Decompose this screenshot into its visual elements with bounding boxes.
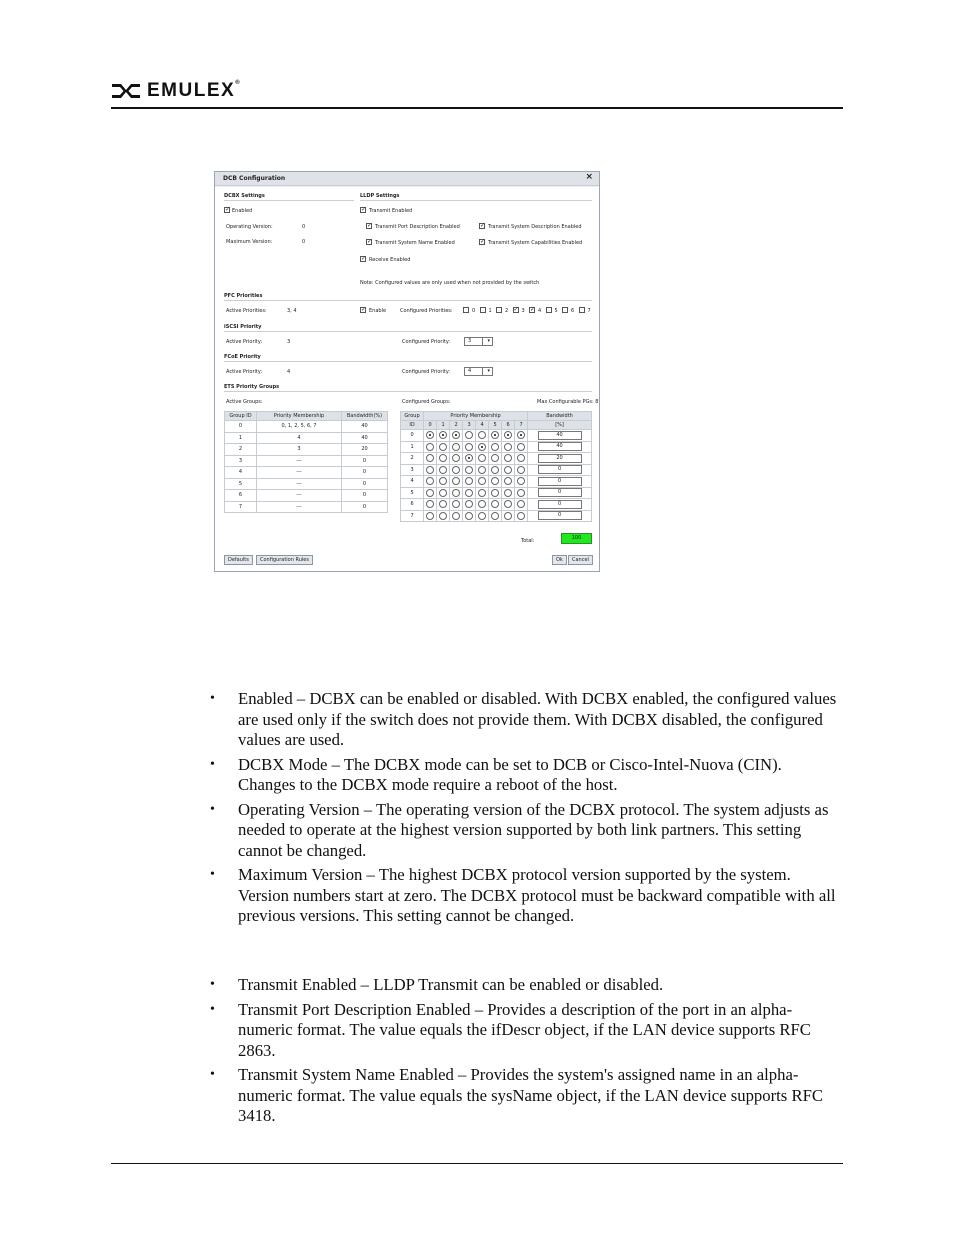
pfc-enable-label: Enable bbox=[369, 308, 387, 314]
fcoe-configured-label: Configured Priority: bbox=[402, 369, 451, 375]
priority-radio[interactable] bbox=[426, 489, 434, 497]
group-id: 6 bbox=[401, 499, 424, 511]
priority-cell bbox=[502, 453, 515, 465]
priority-cell bbox=[489, 464, 502, 476]
pfc-priority-checkbox[interactable] bbox=[546, 307, 552, 313]
priority-cell bbox=[437, 441, 450, 453]
pfc-priority-label: 1 bbox=[488, 308, 492, 314]
priority-cell bbox=[437, 487, 450, 499]
priority-radio[interactable] bbox=[478, 466, 486, 474]
priority-radio[interactable] bbox=[465, 477, 473, 485]
priority-radio[interactable] bbox=[452, 454, 460, 462]
priority-radio[interactable] bbox=[491, 500, 499, 508]
priority-radio[interactable] bbox=[465, 431, 473, 439]
priority-radio[interactable] bbox=[478, 500, 486, 508]
priority-cell bbox=[515, 453, 528, 465]
group-id: 5 bbox=[401, 487, 424, 499]
priority-cell bbox=[437, 464, 450, 476]
priority-cell bbox=[424, 499, 437, 511]
priority-cell bbox=[515, 430, 528, 442]
priority-cell bbox=[476, 430, 489, 442]
priority-cell bbox=[515, 499, 528, 511]
fcoe-active-value: 4 bbox=[287, 369, 291, 375]
priority-radio[interactable] bbox=[452, 466, 460, 474]
priority-cell bbox=[515, 464, 528, 476]
cfg-header-id: ID bbox=[401, 421, 424, 430]
table-row bbox=[225, 490, 388, 502]
group-id: 1 bbox=[401, 441, 424, 453]
bandwidth-cell bbox=[528, 499, 592, 511]
cfg-header-bandwidth: Bandwidth bbox=[528, 412, 592, 421]
priority-cell bbox=[515, 510, 528, 522]
configuration-rules-button[interactable]: Configuration Rules bbox=[256, 555, 313, 565]
fcoe-section-title: FCoE Priority bbox=[224, 354, 261, 360]
pfc-active-value: 3, 4 bbox=[287, 308, 297, 314]
table-cell: 4 bbox=[257, 432, 342, 444]
table-row bbox=[401, 464, 592, 476]
table-row bbox=[225, 467, 388, 479]
priority-radio[interactable] bbox=[504, 489, 512, 497]
priority-cell bbox=[489, 441, 502, 453]
dcbx-enabled-label: Enabled bbox=[232, 208, 253, 214]
bandwidth-input[interactable]: 0 bbox=[538, 465, 582, 474]
iscsi-priority-select[interactable]: 3 ▾ bbox=[464, 337, 493, 346]
priority-radio[interactable] bbox=[504, 454, 512, 462]
priority-cell bbox=[476, 441, 489, 453]
table-row bbox=[225, 455, 388, 467]
configured-groups-table bbox=[400, 411, 592, 522]
cancel-button[interactable]: Cancel bbox=[568, 555, 593, 565]
priority-radio[interactable] bbox=[465, 500, 473, 508]
table-cell: 6 bbox=[225, 490, 257, 502]
dcbx-settings-list bbox=[238, 689, 843, 931]
bandwidth-input[interactable]: 40 bbox=[538, 431, 582, 440]
priority-radio[interactable] bbox=[478, 489, 486, 497]
table-cell: 2 bbox=[225, 444, 257, 456]
divider bbox=[360, 200, 592, 201]
priority-radio[interactable] bbox=[452, 443, 460, 451]
bandwidth-cell bbox=[528, 487, 592, 499]
table-cell: --- bbox=[257, 490, 342, 502]
port-description-checkbox[interactable]: ✓ bbox=[367, 222, 373, 229]
brand-name: EMULEX® bbox=[147, 80, 242, 101]
priority-radio[interactable] bbox=[504, 466, 512, 474]
priority-cell bbox=[476, 453, 489, 465]
pfc-priority-checkbox[interactable]: ✓ bbox=[513, 306, 519, 313]
bandwidth-input[interactable]: 40 bbox=[538, 442, 582, 451]
bandwidth-cell bbox=[528, 441, 592, 453]
table-row bbox=[401, 476, 592, 488]
close-icon[interactable]: × bbox=[585, 172, 593, 182]
priority-radio[interactable] bbox=[504, 512, 512, 520]
priority-cell bbox=[450, 476, 463, 488]
priority-cell bbox=[450, 453, 463, 465]
priority-cell bbox=[463, 510, 476, 522]
priority-radio[interactable] bbox=[517, 500, 525, 508]
priority-radio[interactable] bbox=[517, 512, 525, 520]
lldp-transmit-enabled-label: Transmit Enabled bbox=[369, 208, 413, 214]
cfg-header-pct: [%] bbox=[528, 421, 592, 430]
priority-radio[interactable] bbox=[491, 512, 499, 520]
table-row bbox=[225, 478, 388, 490]
priority-cell bbox=[476, 464, 489, 476]
group-id: 4 bbox=[401, 476, 424, 488]
bandwidth-cell bbox=[528, 476, 592, 488]
list-item: • Transmit System Name Enabled – Provides the system's assigned name in an alpha-numeric format. The value equals the sysName object, if the LAN device supports RFC 3418. bbox=[238, 1065, 843, 1127]
table-row bbox=[401, 441, 592, 453]
pfc-priority-label: 2 bbox=[505, 308, 509, 314]
table-cell: 5 bbox=[225, 478, 257, 490]
pfc-priority-label: 5 bbox=[554, 308, 558, 314]
system-name-label: Transmit System Name Enabled bbox=[375, 240, 455, 246]
priority-radio[interactable] bbox=[439, 489, 447, 497]
ets-active-label: Active Groups: bbox=[226, 399, 263, 405]
priority-radio[interactable] bbox=[491, 431, 499, 439]
priority-radio[interactable] bbox=[452, 500, 460, 508]
priority-cell bbox=[463, 453, 476, 465]
table-cell: 1 bbox=[225, 432, 257, 444]
pfc-priority-label: 0 bbox=[472, 308, 476, 314]
priority-radio[interactable] bbox=[452, 431, 460, 439]
bandwidth-cell bbox=[528, 464, 592, 476]
pfc-configured-label: Configured Priorities: bbox=[400, 308, 453, 314]
priority-radio[interactable] bbox=[452, 489, 460, 497]
lldp-transmit-enabled-checkbox[interactable]: ✓ bbox=[361, 206, 367, 213]
group-id: 2 bbox=[401, 453, 424, 465]
priority-radio[interactable] bbox=[426, 477, 434, 485]
priority-cell bbox=[515, 441, 528, 453]
priority-cell bbox=[476, 476, 489, 488]
priority-radio[interactable] bbox=[517, 443, 525, 451]
priority-cell bbox=[437, 430, 450, 442]
priority-cell bbox=[424, 464, 437, 476]
system-capabilities-label: Transmit System Capabilities Enabled bbox=[488, 240, 583, 246]
table-row bbox=[225, 501, 388, 513]
group-id: 7 bbox=[401, 510, 424, 522]
pfc-section-title: PFC Priorities bbox=[224, 293, 263, 299]
receive-enabled-checkbox[interactable]: ✓ bbox=[361, 255, 367, 262]
emulex-logo bbox=[111, 80, 241, 102]
dcbx-section-title: DCBX Settings bbox=[224, 193, 265, 199]
priority-radio[interactable] bbox=[439, 512, 447, 520]
cfg-priority-column: 1 bbox=[437, 421, 450, 430]
priority-radio[interactable] bbox=[478, 454, 486, 462]
priority-cell bbox=[502, 441, 515, 453]
ets-section-title: ETS Priority Groups bbox=[224, 384, 280, 390]
priority-radio[interactable] bbox=[478, 512, 486, 520]
trademark: ® bbox=[235, 80, 242, 86]
table-cell: 3 bbox=[225, 455, 257, 467]
priority-radio[interactable] bbox=[426, 500, 434, 508]
bandwidth-input[interactable]: 20 bbox=[538, 454, 582, 463]
priority-radio[interactable] bbox=[465, 466, 473, 474]
priority-cell bbox=[463, 499, 476, 511]
table-cell: 7 bbox=[225, 501, 257, 513]
system-capabilities-checkbox[interactable]: ✓ bbox=[480, 238, 486, 245]
pfc-priority-label: 3 bbox=[521, 308, 525, 314]
bandwidth-cell bbox=[528, 430, 592, 442]
table-cell: 20 bbox=[342, 444, 388, 456]
pfc-active-label: Active Priorities: bbox=[226, 308, 267, 314]
priority-cell bbox=[463, 487, 476, 499]
iscsi-configured-label: Configured Priority: bbox=[402, 339, 451, 345]
list-item: • Maximum Version – The highest DCBX protocol version supported by the system. Version numbers start at zero. The DCBX protocol must be backward compatible with all previous versions. This setting cannot be changed. bbox=[238, 865, 843, 927]
priority-radio[interactable] bbox=[504, 477, 512, 485]
ets-max-pgs: Max Configurable PGs: 8 bbox=[537, 399, 599, 405]
priority-radio[interactable] bbox=[426, 443, 434, 451]
priority-radio[interactable] bbox=[439, 466, 447, 474]
table-row bbox=[401, 453, 592, 465]
table-row bbox=[401, 510, 592, 522]
iscsi-active-value: 3 bbox=[287, 339, 291, 345]
priority-radio[interactable] bbox=[439, 443, 447, 451]
priority-radio[interactable] bbox=[491, 477, 499, 485]
port-description-label: Transmit Port Description Enabled bbox=[375, 224, 460, 230]
priority-radio[interactable] bbox=[491, 489, 499, 497]
priority-cell bbox=[502, 476, 515, 488]
dcb-configuration-dialog bbox=[214, 171, 600, 572]
operating-version-value: 0 bbox=[302, 224, 306, 230]
priority-cell bbox=[489, 499, 502, 511]
cfg-priority-column: 3 bbox=[463, 421, 476, 430]
maximum-version-value: 0 bbox=[302, 239, 306, 245]
priority-radio[interactable] bbox=[426, 466, 434, 474]
active-header: Group ID bbox=[225, 412, 257, 421]
cfg-priority-column: 2 bbox=[450, 421, 463, 430]
table-cell: 0 bbox=[342, 501, 388, 513]
active-header: Priority Membership bbox=[257, 412, 342, 421]
cfg-priority-column: 7 bbox=[515, 421, 528, 430]
fcoe-active-label: Active Priority: bbox=[226, 369, 263, 375]
priority-cell bbox=[437, 499, 450, 511]
table-row bbox=[225, 421, 388, 433]
priority-radio[interactable] bbox=[439, 454, 447, 462]
priority-cell bbox=[489, 430, 502, 442]
lldp-note: Note: Configured values are only used when not provided by the switch bbox=[360, 280, 540, 286]
table-cell: 40 bbox=[342, 432, 388, 444]
table-cell: 3 bbox=[257, 444, 342, 456]
ok-button[interactable]: Ok bbox=[552, 555, 567, 565]
priority-cell bbox=[515, 476, 528, 488]
priority-cell bbox=[424, 510, 437, 522]
priority-radio[interactable] bbox=[452, 512, 460, 520]
priority-cell bbox=[463, 464, 476, 476]
active-groups-table bbox=[224, 411, 388, 513]
priority-cell bbox=[489, 487, 502, 499]
list-item: • Transmit Enabled – LLDP Transmit can be enabled or disabled. bbox=[238, 975, 843, 996]
bandwidth-input[interactable]: 0 bbox=[538, 488, 582, 497]
priority-radio[interactable] bbox=[517, 477, 525, 485]
priority-cell bbox=[450, 510, 463, 522]
header-rule bbox=[111, 107, 843, 109]
priority-radio[interactable] bbox=[478, 477, 486, 485]
priority-cell bbox=[437, 476, 450, 488]
system-description-checkbox[interactable]: ✓ bbox=[480, 222, 486, 229]
priority-radio[interactable] bbox=[465, 454, 473, 462]
priority-cell bbox=[424, 476, 437, 488]
bandwidth-input[interactable]: 0 bbox=[538, 511, 582, 520]
bandwidth-input[interactable]: 0 bbox=[538, 477, 582, 486]
table-row bbox=[401, 487, 592, 499]
priority-radio[interactable] bbox=[504, 443, 512, 451]
maximum-version-label: Maximum Version: bbox=[226, 239, 273, 245]
table-row bbox=[225, 432, 388, 444]
priority-radio[interactable] bbox=[517, 431, 525, 439]
operating-version-label: Operating Version: bbox=[226, 224, 273, 230]
system-description-label: Transmit System Description Enabled bbox=[488, 224, 582, 230]
receive-enabled-label: Receive Enabled bbox=[369, 257, 411, 263]
pfc-priority-checkbox[interactable]: ✓ bbox=[530, 306, 536, 313]
table-row bbox=[401, 499, 592, 511]
table-cell: --- bbox=[257, 467, 342, 479]
lldp-settings-list bbox=[238, 975, 843, 1131]
priority-cell bbox=[424, 487, 437, 499]
priority-radio[interactable] bbox=[452, 477, 460, 485]
priority-cell bbox=[489, 476, 502, 488]
cfg-header-group: Group bbox=[401, 412, 424, 421]
table-cell: --- bbox=[257, 501, 342, 513]
priority-radio[interactable] bbox=[478, 431, 486, 439]
table-cell: --- bbox=[257, 478, 342, 490]
group-id: 3 bbox=[401, 464, 424, 476]
defaults-button[interactable]: Defaults bbox=[224, 555, 253, 565]
group-id: 0 bbox=[401, 430, 424, 442]
lldp-section-title: LLDP Settings bbox=[360, 193, 400, 199]
priority-radio[interactable] bbox=[491, 454, 499, 462]
priority-radio[interactable] bbox=[465, 489, 473, 497]
priority-cell bbox=[476, 499, 489, 511]
dialog-title: DCB Configuration bbox=[223, 175, 286, 182]
priority-radio[interactable] bbox=[426, 454, 434, 462]
table-cell: 0 bbox=[342, 478, 388, 490]
active-header: Bandwidth(%) bbox=[342, 412, 388, 421]
table-cell: 0, 1, 2, 5, 6, 7 bbox=[257, 421, 342, 433]
cfg-priority-column: 5 bbox=[489, 421, 502, 430]
pfc-priority-checkbox[interactable] bbox=[496, 307, 502, 313]
priority-cell bbox=[476, 510, 489, 522]
priority-radio[interactable] bbox=[465, 443, 473, 451]
divider bbox=[224, 331, 592, 332]
priority-radio[interactable] bbox=[491, 466, 499, 474]
table-cell: 0 bbox=[342, 490, 388, 502]
divider bbox=[224, 200, 354, 201]
system-name-checkbox[interactable]: ✓ bbox=[367, 238, 373, 245]
table-cell: 40 bbox=[342, 421, 388, 433]
list-item: • Enabled – DCBX can be enabled or disabled. With DCBX enabled, the configured values are used only if the switch does not provide them. With DCBX disabled, the configured values are used. bbox=[238, 689, 843, 751]
priority-radio[interactable] bbox=[517, 489, 525, 497]
cfg-header-membership: Priority Membership bbox=[424, 412, 528, 421]
priority-cell bbox=[450, 464, 463, 476]
priority-cell bbox=[502, 430, 515, 442]
table-cell: --- bbox=[257, 455, 342, 467]
divider bbox=[224, 300, 592, 301]
pfc-priority-label: 6 bbox=[571, 308, 575, 314]
priority-cell bbox=[424, 453, 437, 465]
list-item: • DCBX Mode – The DCBX mode can be set to DCB or Cisco-Intel-Nuova (CIN). Changes to the DCBX mode require a reboot of the host. bbox=[238, 755, 843, 796]
bandwidth-input[interactable]: 0 bbox=[538, 500, 582, 509]
pfc-priority-checkbox[interactable] bbox=[463, 307, 469, 313]
priority-radio[interactable] bbox=[426, 512, 434, 520]
priority-cell bbox=[502, 487, 515, 499]
iscsi-section-title: iSCSI Priority bbox=[224, 324, 262, 330]
pfc-priority-label: 7 bbox=[587, 308, 591, 314]
priority-radio[interactable] bbox=[439, 431, 447, 439]
priority-cell bbox=[450, 487, 463, 499]
fcoe-priority-select[interactable]: 4 ▾ bbox=[464, 367, 493, 376]
bandwidth-cell bbox=[528, 453, 592, 465]
table-cell: 0 bbox=[342, 455, 388, 467]
total-label: Total: bbox=[521, 538, 535, 544]
pfc-priority-checkbox[interactable] bbox=[562, 307, 568, 313]
priority-cell bbox=[450, 441, 463, 453]
priority-cell bbox=[450, 499, 463, 511]
footer-rule bbox=[111, 1163, 843, 1164]
priority-radio[interactable] bbox=[439, 477, 447, 485]
priority-radio[interactable] bbox=[478, 443, 486, 451]
table-row bbox=[401, 430, 592, 442]
cfg-priority-column: 6 bbox=[502, 421, 515, 430]
priority-cell bbox=[463, 430, 476, 442]
priority-radio[interactable] bbox=[426, 431, 434, 439]
priority-cell bbox=[463, 441, 476, 453]
priority-cell bbox=[424, 441, 437, 453]
priority-cell bbox=[489, 510, 502, 522]
priority-cell bbox=[476, 487, 489, 499]
divider bbox=[224, 391, 592, 392]
pfc-enable-checkbox[interactable]: ✓ bbox=[361, 306, 367, 313]
pfc-priority-label: 4 bbox=[538, 308, 542, 314]
priority-radio[interactable] bbox=[465, 512, 473, 520]
priority-radio[interactable] bbox=[504, 431, 512, 439]
cfg-priority-column: 0 bbox=[424, 421, 437, 430]
priority-cell bbox=[437, 453, 450, 465]
priority-cell bbox=[424, 430, 437, 442]
priority-cell bbox=[489, 453, 502, 465]
bandwidth-cell bbox=[528, 510, 592, 522]
priority-radio[interactable] bbox=[517, 454, 525, 462]
priority-cell bbox=[515, 487, 528, 499]
pfc-priority-checkbox[interactable] bbox=[579, 307, 585, 313]
emulex-logo-icon bbox=[111, 82, 141, 100]
priority-radio[interactable] bbox=[439, 500, 447, 508]
table-cell: 4 bbox=[225, 467, 257, 479]
priority-cell bbox=[450, 430, 463, 442]
dialog-body bbox=[215, 187, 599, 571]
dcbx-enabled-checkbox[interactable]: ✓ bbox=[225, 206, 231, 213]
table-cell: 0 bbox=[225, 421, 257, 433]
priority-radio[interactable] bbox=[491, 443, 499, 451]
priority-cell bbox=[502, 464, 515, 476]
cfg-priority-column: 4 bbox=[476, 421, 489, 430]
pfc-priority-checkbox[interactable] bbox=[480, 307, 486, 313]
priority-radio[interactable] bbox=[504, 500, 512, 508]
dialog-titlebar bbox=[215, 172, 599, 186]
total-bandwidth-value: 100 bbox=[561, 533, 592, 544]
iscsi-active-label: Active Priority: bbox=[226, 339, 263, 345]
list-item: • Operating Version – The operating version of the DCBX protocol. The system adjusts as needed to operate at the highest version supported by both link partners. This setting cannot be changed. bbox=[238, 800, 843, 862]
priority-cell bbox=[437, 510, 450, 522]
priority-cell bbox=[502, 499, 515, 511]
ets-configured-label: Configured Groups: bbox=[402, 399, 451, 405]
list-item: • Transmit Port Description Enabled – Provides a description of the port in an alpha-numeric format. The value equals the ifDescr object, if the LAN device supports RFC 2863. bbox=[238, 1000, 843, 1062]
table-row bbox=[225, 444, 388, 456]
priority-radio[interactable] bbox=[517, 466, 525, 474]
priority-cell bbox=[502, 510, 515, 522]
divider bbox=[224, 361, 592, 362]
table-cell: 0 bbox=[342, 467, 388, 479]
priority-cell bbox=[463, 476, 476, 488]
